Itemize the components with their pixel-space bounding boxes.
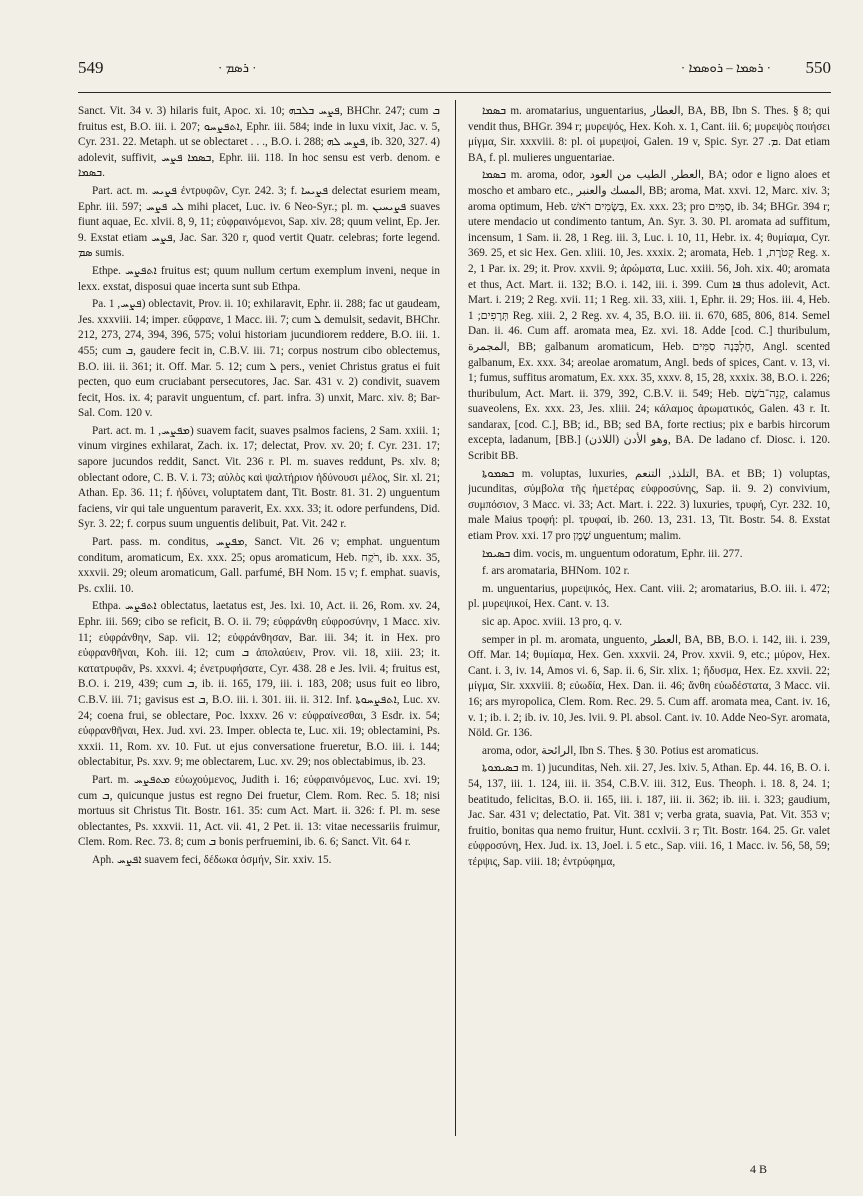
entry-paragraph: f. ars aromataria, BHNom. 102 r. xyxy=(482,565,630,578)
entry-paragraph: sic ap. Apoc. xviii. 13 pro, q. v. xyxy=(482,616,623,628)
entry-paragraph: Ethpa. ܐܬܦܨܚ oblectatus, laetatus est, Jes. lxi. 10, Act. ii. 26, Rom. xv. 24, Ephr. iii. 569; cibo se reficit, B. O. ii. 79; εὐφράνθη εὐφροσύνην, 1 Macc. xiv. 11; εὐφράνθην, Sap. vii. 12; εὐφράνθησαν, Bar. iii. 34; it. in Hex. pro εὐφρανθῆναι, Koh. iii. 12; cum ܒ ἀπολαύειν, Prov. vii. 18, xiii. 23; it. κατατρυφᾶν, Ps. xxxvi. 4; ἐνετρυφήσατε, Cyr. 438. 28 e Jes. lvii. 4; fruitus est, B.O. i. 219, 439; cum ܒ, ib. ii. 165, 179, iii. i. 183, 208; usus fuit eo libro, C.B.V. iii. 71; gavisus est ܒ, B.O. iii. i. 301. iii. ii. 312. Inf. ܐܬܦܨܚܘܬܐ, Luc. xv. 24; coena frui, se oblectare, Poc. lxxxv. 26 v: εὐφραίνεσθαι, 3 Esdr. ix. 54; εὐφρανθῆναι, Hex. Jud. xvi. 23. Imper. oblecta te, Luc. xii. 19; oblectamini, Ps. xxxii. 11, Rom. xv. 10. Fut. ut ejus conversatione frueretur, B.O. iii. i. 144; oblectabitur, Ps. xxv. 9; me oblectarem, Luc. xv. 29; nos oblectabimus, ib. 23. xyxy=(78,600,440,769)
left-column xyxy=(78,104,440,1164)
entry-paragraph: Part. act. m. ܡܦܨܚ, 1) suavem facit, suaves psalmos faciens, 2 Sam. xxiii. 1; vinum virgines exhilarat, Zach. ix. 17; delectat, Prov. xv. 20; f. Cyr. 231. 17; sapore jucundos reddit, Sanct. Vit. 236 r. Pl. m. suaves reddunt, Ps. xlv. 8; oblectant odore, C. B. V. i. 73; αὐλὸς καὶ ψαλτήριον ἡδύνουσι μέλος, Sir. xl. 21; Athan. Ep. 36. 11; f. ἡδύνει, voluptatem dant, Tit. Bostr. 81. 31. 2) unguentum faciens, vir qui tale unguentum paraverit, Ex. xxx. 33; it. odore perfundens, Did. Syr. 3. 22; f. corpus suum unguentis delibuit, Pat. Vit. 242 r. xyxy=(78,424,440,531)
page-number-right: 550 xyxy=(805,58,831,77)
entry-paragraph: ܒܣܡܘܬܐ m. voluptas, luxuries, التلذذ, التنعم, BA. et BB; 1) voluptas, jucunditas, σύμβολα τῆς ἡμετέρας εὐφροσύνης, Sap. ii. 9. 2) convivium, συμπόσιον, 3 Macc. vi. 33; Act. Mart. i. 222. 3) luxuries, τρυφή, Cyr. 232. 10, male Maius τροφή: pl. τρυφαί, ib. 260. 13, 231. 13, Tit. Bostr. 54. 8. Exstat etiam Prov. xxi. 17 pro שֶׁמֶן unguentum; malim. xyxy=(468,467,830,543)
entry-paragraph: Part. m. ܡܬܦܨܚ εὐωχούμενος, Judith i. 16; εὐφραινόμενος, Luc. xvi. 19; cum ܒ, quicunque justus est regno Dei fruetur, Clem. Rom. Rec. 5. 18; nisi mortuus sit Christus Tit. Bostr. 161. 35: cum Act. Mart. ii. 326: f. Pl. m. sese oblectantes, Ps. xxxvii. 11, Act. vii. 41, 2 Pet. ii. 13: vitae necessariis fruimur, Clem. Rom. Rec. 73. 8; cum ܒ bonis perfruemini, ib. 6. 6; Sanct. Vit. 64 r. xyxy=(78,773,440,849)
page-header xyxy=(78,58,831,90)
right-column xyxy=(468,104,830,1164)
entry-paragraph: ܒܣܡܐ m. aroma, odor, العطر, الطيب من العود, BA; odor e ligno aloes et moscho et ambaro etc., المسك والعنبر, BB; aroma, Mat. xxvi. 12, Marc. xiv. 3; aroma optimum, Heb. בְּשָׂמִים רֹאשׁ, Ex. xxx. 23; pro סַמִּים, ib. 34; BHGr. 394 r; utere mendacio ut condimento tantum, An. Syr. 3. 30. Pl. aromata ad suffitum, incensum, 1 Sam. ii. 28, 1 Reg. iii. 3, Luc. i. 10, 11, Hebr. ix. 4; θυμίαμα, Cyr. 369. 25, et sic Hex. Gen. xliii. 10, Jes. xxxix. 2; aromata, Heb. קְטֹרֶת, 1 Reg. x. 2, 1 Par. ix. 29; it. Prov. xxvii. 9; ἀρώματα, Luc. xxiii. 56, Joh. xix. 40; aromata et thus, Act. Mart. ii. 132; B.O. i. 142, iii. i. 399. Cum ܦܐ thus adolevit, Act. Mart. i. 219; 2 Reg. xvii. 11; 1 Reg. xii. 33, xiii. 1, Ephr. ii. 29; Hos. iii. 4, Heb. תְּרָפִים; 1 Reg. xiii. 2, 2 Reg. xv. 4, 35, B.O. iii. ii. 670, 685, 806, 814. Semel Dan. ii. 46. Cum aff. aromata mea, Ez. xvi. 18. Adde [cod. C.] thuribulum, المجمرة, BB; galbanum aromaticum, Heb. חֶלְבְּנָה סַמִּים, Angl. scented galbanum, Ex. xxx. 34; areolae aromatum, Angl. beds of spices, Cant. v. 13, vi. 1; fumus, suffitus aromatum, Ex. xxx. 35, xxxv. 8, 15, 28, xxxix. 38, B.O. i. 226; thuribulum, Act. Mart. ii. 379, 392, C.B.V. ii. 549; Heb. קְנֵה־בֹשֶׂם, calamus suaveolens, Ex. xxx. 23, Jes. xliii. 24; κάλαμος ἀρωματικός, Galen. 43 r. It. sandarax, [cod. C.], BB; id., BB; sed BA, forte rectius; pix e barbis hircorum excepta, ladanum, [BB.] وهو الأدن (اللاذن), BA. De ladano cf. Diosc. i. 120. Scribit BB. xyxy=(468,169,830,463)
entry-paragraph: Sanct. Vit. 34 v. 3) hilaris fuit, Apoc. xi. 10; ܦܨܚ ܒܠܒܗ, BHChr. 247; cum ܒ fruitus est, B.O. iii. i. 207; ܐܬܦܨܚܘ, Ephr. iii. 584; inde in luxu vixit, Jac. v. 5, Cyr. 231. 22. Metaph. ut se oblectaret . . ., B.O. i. 288; ܦܨܚ ܠܗ, ib. 320, 327. 4) adolevit, suffivit, ܒܣܡܐ ܦܨܚ, Ephr. iii. 118. In hoc sensu est verb. denom. e ܒܣܡܐ. xyxy=(78,105,440,180)
signature-mark: 4 B xyxy=(749,1162,767,1176)
entry-paragraph: Pa. ܦܨܚ, 1) oblectavit, Prov. ii. 10; exhilaravit, Ephr. ii. 288; fac ut gaudeam, Jes. xxxviii. 14; imper. εὔφρανε, 1 Macc. iii. 7; cum ܠ demulsit, sedavit, BHChr. 212, 273, 274, 394, 396, 575; volui historiam jucundiorem reddere, B.O. iii. 1. 455; cum ܒ, gaudere fecit in, C.B.V. iii. 71; corpus nostrum cibo oblectemus, B.O. iii. ii. 361; it. Off. Mar. 5. 12; cum ܠ pers., veniet Christus gratus ei fuit pecten, quo eum cruciabant persecutores, Jac. Sar. 431 v. 2) condivit, suavem fecit, Hos. ix. 4; paravit unguentum, cf. part. infra. 3) unxit, Marc. xiv. 8; Bar-Sal. Com. 120 v. xyxy=(78,298,440,420)
running-head-right: · ܪܣܡܐ – ܪܘܣܡܐ · xyxy=(680,60,771,75)
entry-paragraph: ܒܣܝܡܘܬܐ m. 1) jucunditas, Neh. xii. 27, Jes. lxiv. 5, Athan. Ep. 44. 16, B. O. i. 54, 137, iii. 1. 124, iii. ii. 354, C.B.V. iii. 312, Eus. Theoph. i. 18. 8, 24. 1; beatitudo, felicitas, B.O. ii. 165, iii. i. 187, iii. ii. 362; ib. iii. i. 323; gaudium, Jac. Sar. 431 v; delectatio, Pat. Vit. 381 v; verba grata, suavia, Pat. Vit. 353 v; fruitio, bonitas qua nemo fruitur, Hunt. ccxlvii. 3 r; Tit. Bostr. 164. 25. Gr. valet εὐφροσύνη, Hex. Jud. ix. 13, Joel. i. 5 etc., Sap. viii. 16, 1 Macc. iv. 56, 58, 59; τέρψις, Sap. viii. 18; ἐντρύφημα, xyxy=(468,762,830,868)
column-divider xyxy=(455,100,456,1136)
entry-paragraph: ܒܣܝܡܐ dim. vocis, m. unguentum odoratum, Ephr. iii. 277. xyxy=(482,547,743,560)
entry-paragraph: ܒܣܡܐ m. aromatarius, unguentarius, العطار, BA, BB, Ibn S. Thes. § 8; qui vendit thus, BHGr. 394 r; μυρεψός, Hex. Koh. x. 1, Cant. iii. 6; μυρεψὸς ποιήσει μίγμα, Sir. xxxviii. 8: pl. οἱ μυρεψοί, Galen. 19 v, Spic. Syr. ܡ. 27. Dat etiam BA, f. pl. mulieres unguentariae. xyxy=(468,105,830,164)
entry-paragraph: aroma, odor, الرائحة, Ibn S. Thes. § 30. Potius est aromaticus. xyxy=(482,744,759,757)
entry-paragraph: m. unguentarius, μυρεψικός, Hex. Cant. viii. 2; aromatarius, B.O. iii. i. 472; pl. μυρεψικοί, Hex. Cant. v. 13. xyxy=(468,582,830,611)
entry-paragraph: Aph. ܐܦܨܚ suavem feci, δέδωκα ὀσμήν, Sir. xxiv. 15. xyxy=(92,853,332,866)
entry-paragraph: Part. pass. m. conditus, ܡܦܨܚ, Sanct. Vit. 26 v; emphat. unguentum conditum, aromaticum, Ex. xxx. 25; opus aromaticum, Heb. רֹקַח, ib. xxx. 35, xxxvii. 29; oleum aromaticum, Gall. parfumé, BH Nom. 15 v; f. emphat. suavis, Ps. cxlii. 10. xyxy=(78,536,440,595)
entry-paragraph: semper in pl. m. aromata, unguento, العطر, BA, BB, B.O. i. 142, iii. i. 239, Off. Mar. 14; θυμίαμα, Hex. Gen. xxxvii. 24, Prov. xxvii. 9, etc.; μύρον, Hex. Cant. i. 3, iv. 14, Amos vi. 6, Sap. ii. 6, Sir. xlix. 1; ἥδυσμα, Hex. Ez. xxvii. 22; μίγμα, Sir. xxxviii. 8; εὐωδία, Hex. Dan. ii. 46; ἄνθη εὐωδέστατα, 3 Macc. vii. 16; ars myropolica, Clem. Rom. Rec. 29. 5. Cum aff. aromata mea, Cant. iv. 16, v. 1; ib. i. 2; ib. iv. 10, Jes. lvii. 9. Pl. absol. Cant. iv. 10. Adde Neo-Syr. aromata, Nöld. Gr. 136. xyxy=(468,633,830,740)
entry-paragraph: Ethpe. ܐܬܦܨܚ fruitus est; quum nullum certum exemplum inveni, neque in lexx. exstat, disposui quae incerta sunt sub Ethpa. xyxy=(78,264,440,293)
page-number-left: 549 xyxy=(78,58,104,77)
header-rule xyxy=(78,92,831,93)
running-head-left: · ܪܣܡ · xyxy=(218,60,257,75)
entry-paragraph: Part. act. m. ܦܨܝܚ ἐντρυφῶν, Cyr. 242. 3; f. ܦܨܝܚܐ delectat esuriem meam, Ephr. iii. 597; ܠܝ ܦܨܚ mihi placet, Luc. iv. 6 Neo-Syr.; pl. m. ܦܨܝܚܝܢ suaves fiunt aquae, Ec. xlvii. 8, 9, 11; εὐφραινόμενοι, Sap. xiv. 28; quum velint, Ep. Jer. 9. Exstat etiam ܦܨܚ, Jac. Sar. 320 r, quod vertit Quatr. celebras; forte legend. ܣܡ sumis. xyxy=(78,184,440,260)
